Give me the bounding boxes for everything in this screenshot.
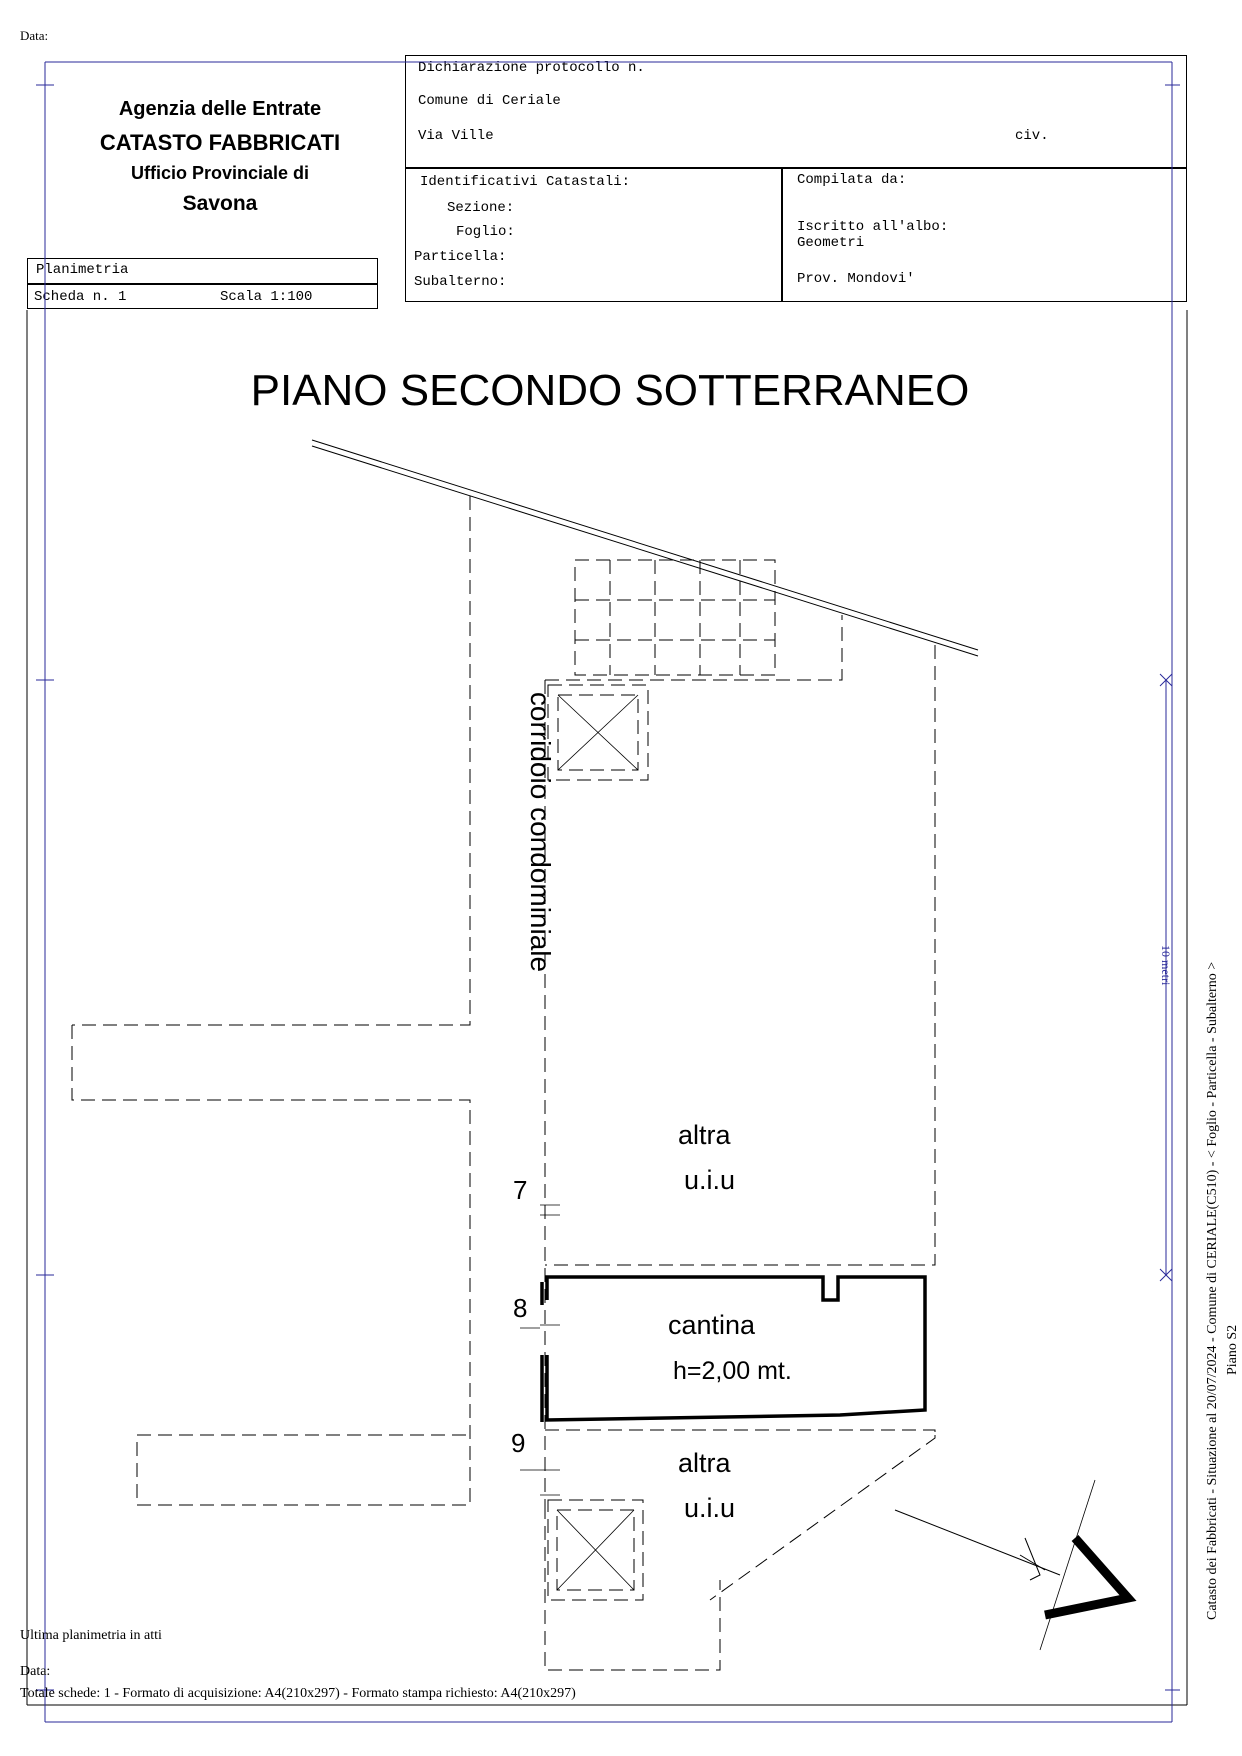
corridor-label: corridoio condominiale (525, 691, 556, 973)
agency-name: Agenzia delle Entrate (118, 98, 322, 120)
marker-7: 7 (513, 1175, 528, 1205)
piano-side-text: Piano S2 (1225, 1324, 1240, 1375)
city-label: Savona (182, 192, 258, 215)
scala-label: Scala 1:100 (220, 289, 313, 305)
identifiers-title: Identificativi Catastali: (420, 174, 631, 190)
scale-mark: 10 metri (1159, 945, 1173, 986)
catasto-side-text: Catasto dei Fabbricati - Situazione al 20/07/2024 - Comune di CERIALE(C510) - < Foglio - Particella - Subalterno > (1205, 961, 1220, 1620)
sezione-label: Sezione: (447, 200, 515, 216)
foglio-label: Foglio: (456, 224, 515, 240)
iscritto-label: Iscritto all'albo: (797, 219, 949, 235)
marker-9: 9 (511, 1428, 526, 1458)
scheda-label: Scheda n. 1 (34, 289, 127, 305)
plan-title: PIANO SECONDO SOTTERRANEO (250, 366, 970, 415)
marker-8: 8 (513, 1293, 528, 1323)
planimetria-label: Planimetria (36, 262, 129, 278)
ufficio-label: Ufficio Provinciale di (130, 163, 310, 183)
civ-label: civ. (1015, 128, 1049, 144)
compilata-label: Compilata da: (797, 172, 907, 188)
altra-uiu-2-line2: u.i.u (684, 1493, 736, 1523)
subalterno-label: Subalterno: (414, 274, 507, 290)
footer-data: Data: (20, 1664, 51, 1679)
altra-uiu-1-line1: altra (678, 1120, 731, 1150)
cantina-height: h=2,00 mt. (673, 1357, 792, 1385)
cantina-label: cantina (668, 1310, 756, 1340)
via-label: Via Ville (418, 128, 494, 144)
ultima-planimetria: Ultima planimetria in atti (20, 1628, 162, 1643)
altra-uiu-2-line1: altra (678, 1448, 731, 1478)
data-top: Data: (20, 28, 49, 43)
prov-label: Prov. Mondovi' (797, 271, 915, 287)
particella-label: Particella: (414, 249, 507, 265)
comune-label: Comune di Ceriale (418, 93, 561, 109)
catasto-title: CATASTO FABBRICATI (99, 130, 341, 155)
footer-totale: Totale schede: 1 - Formato di acquisizione: A4(210x297) - Formato stampa richiesto: A4(210x297) (20, 1686, 576, 1701)
albo-label: Geometri (797, 235, 865, 251)
protocol-label: Dichiarazione protocollo n. (418, 60, 645, 76)
altra-uiu-1-line2: u.i.u (684, 1165, 736, 1195)
